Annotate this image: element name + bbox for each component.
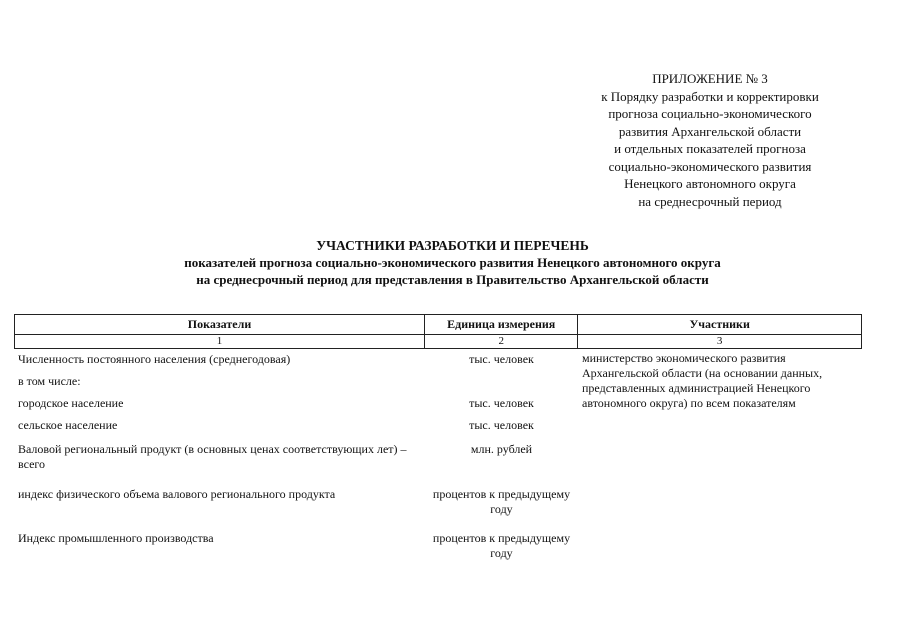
- annex-line: социально-экономического развития: [608, 158, 812, 174]
- annex-line: на среднесрочный период: [638, 193, 782, 209]
- participants-cell: министерство экономического развития Архангельской области (на основании данных, представленных администрацией Ненецкого автономного округа) по всем показателям: [582, 351, 823, 410]
- document-subtitle-line-1: показателей прогноза социально-экономического развития Ненецкого автономного округа: [184, 255, 721, 270]
- annex-line: и отдельных показателей прогноза: [614, 141, 806, 156]
- indicators-table: [14, 314, 862, 560]
- unit-cell: тыс. человек: [469, 418, 534, 432]
- annex-title: ПРИЛОЖЕНИЕ № 3: [652, 71, 768, 86]
- indicator-cell: Валовой региональный продукт (в основных ценах соответствующих лет) – всего: [18, 442, 407, 471]
- header-unit: Единица измерения: [425, 315, 578, 334]
- unit-cell: млн. рублей: [470, 442, 533, 456]
- header-participants: Участники: [689, 317, 750, 331]
- header-indicators: Показатели: [15, 315, 425, 334]
- indicator-cell: сельское население: [18, 418, 118, 432]
- annex-line: к Порядку разработки и корректировки: [601, 88, 819, 104]
- indicator-cell: Индекс промышленного производства: [18, 531, 214, 545]
- unit-cell: процентов к предыдущему году: [432, 487, 571, 516]
- indicator-cell: городское население: [18, 396, 124, 410]
- document-heading: [0, 237, 905, 288]
- annex-block: [560, 70, 860, 210]
- document-title: УЧАСТНИКИ РАЗРАБОТКИ И ПЕРЕЧЕНЬ: [316, 238, 589, 253]
- document-subtitle-line-2: на среднесрочный период для представления в Правительство Архангельской области: [196, 272, 709, 287]
- annex-line: развития Архангельской области: [618, 123, 802, 139]
- indicator-cell: индекс физического объема валового регионального продукта: [18, 487, 336, 501]
- column-number: 3: [716, 335, 723, 347]
- indicator-cell: в том числе:: [18, 374, 81, 388]
- annex-line: Ненецкого автономного округа: [624, 176, 796, 191]
- column-number: 1: [15, 335, 425, 348]
- table-header-row: [14, 314, 862, 335]
- column-numbers-row: [14, 335, 862, 349]
- annex-line: прогноза социально-экономического: [608, 106, 812, 121]
- unit-cell: тыс. человек: [469, 396, 534, 410]
- indicator-cell: Численность постоянного населения (среднегодовая): [18, 352, 291, 366]
- column-number: 2: [425, 335, 578, 348]
- unit-cell: тыс. человек: [469, 352, 534, 366]
- unit-cell: процентов к предыдущему году: [432, 531, 571, 560]
